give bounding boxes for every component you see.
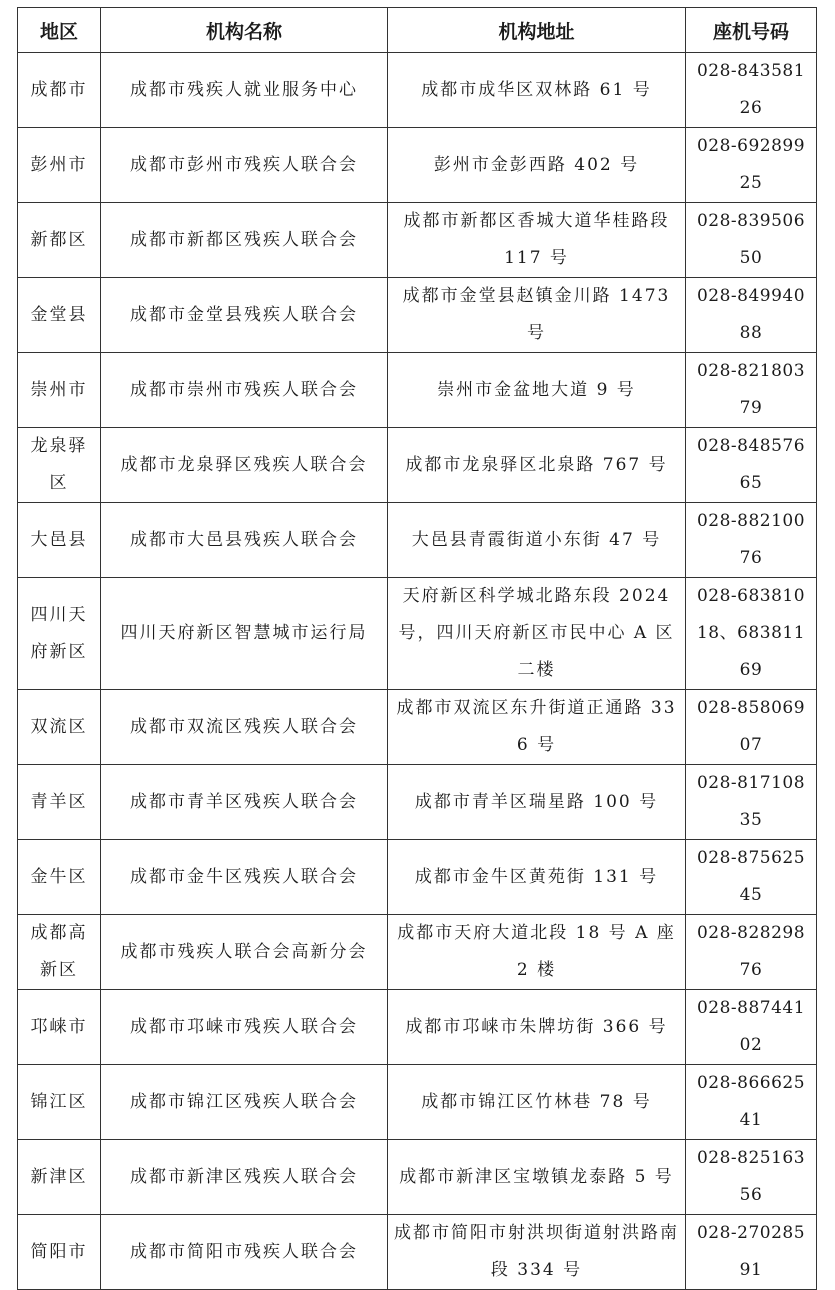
- table-row: [18, 915, 817, 990]
- cell-region: 成都市: [18, 53, 101, 128]
- table-row: [18, 990, 817, 1065]
- cell-phone: 028-27028591: [686, 1215, 817, 1290]
- cell-org-name: 成都市金牛区残疾人联合会: [101, 840, 388, 915]
- cell-region: 四川天府新区: [18, 578, 101, 690]
- table-row: [18, 1065, 817, 1140]
- cell-org-name: 四川天府新区智慧城市运行局: [101, 578, 388, 690]
- cell-phone: 028-84994088: [686, 278, 817, 353]
- cell-region: 金堂县: [18, 278, 101, 353]
- cell-phone: 028-82516356: [686, 1140, 817, 1215]
- cell-region: 崇州市: [18, 353, 101, 428]
- disability-org-table: [17, 7, 817, 1290]
- cell-region: 大邑县: [18, 503, 101, 578]
- cell-address: 成都市青羊区瑞星路 100 号: [388, 765, 686, 840]
- cell-phone: 028-86662541: [686, 1065, 817, 1140]
- cell-address: 天府新区科学城北路东段 2024 号，四川天府新区市民中心 A 区二楼: [388, 578, 686, 690]
- table-row: [18, 503, 817, 578]
- table-row: [18, 1140, 817, 1215]
- cell-org-name: 成都市青羊区残疾人联合会: [101, 765, 388, 840]
- cell-address: 成都市成华区双林路 61 号: [388, 53, 686, 128]
- cell-region: 邛崃市: [18, 990, 101, 1065]
- table-row: [18, 578, 817, 690]
- cell-phone: 028-85806907: [686, 690, 817, 765]
- cell-org-name: 成都市新津区残疾人联合会: [101, 1140, 388, 1215]
- table-row: [18, 53, 817, 128]
- cell-phone: 028-83950650: [686, 203, 817, 278]
- table-row: [18, 765, 817, 840]
- cell-address: 成都市新津区宝墩镇龙泰路 5 号: [388, 1140, 686, 1215]
- cell-address: 成都市邛崃市朱牌坊街 366 号: [388, 990, 686, 1065]
- cell-region: 新津区: [18, 1140, 101, 1215]
- cell-region: 龙泉驿区: [18, 428, 101, 503]
- cell-org-name: 成都市锦江区残疾人联合会: [101, 1065, 388, 1140]
- cell-region: 彭州市: [18, 128, 101, 203]
- cell-address: 崇州市金盆地大道 9 号: [388, 353, 686, 428]
- cell-org-name: 成都市新都区残疾人联合会: [101, 203, 388, 278]
- cell-org-name: 成都市崇州市残疾人联合会: [101, 353, 388, 428]
- cell-address: 成都市锦江区竹林巷 78 号: [388, 1065, 686, 1140]
- header-org-name: 机构名称: [101, 8, 388, 53]
- cell-org-name: 成都市简阳市残疾人联合会: [101, 1215, 388, 1290]
- table-header-row: [18, 8, 817, 53]
- cell-phone: 028-81710835: [686, 765, 817, 840]
- table-row: [18, 690, 817, 765]
- cell-address: 成都市龙泉驿区北泉路 767 号: [388, 428, 686, 503]
- cell-address: 成都市双流区东升街道正通路 336 号: [388, 690, 686, 765]
- header-org-address: 机构地址: [388, 8, 686, 53]
- cell-address: 成都市金牛区黄苑街 131 号: [388, 840, 686, 915]
- cell-org-name: 成都市残疾人联合会高新分会: [101, 915, 388, 990]
- cell-org-name: 成都市双流区残疾人联合会: [101, 690, 388, 765]
- cell-region: 成都高新区: [18, 915, 101, 990]
- cell-region: 锦江区: [18, 1065, 101, 1140]
- cell-address: 成都市金堂县赵镇金川路 1473 号: [388, 278, 686, 353]
- cell-phone: 028-69289925: [686, 128, 817, 203]
- cell-address: 成都市天府大道北段 18 号 A 座 2 楼: [388, 915, 686, 990]
- header-phone: 座机号码: [686, 8, 817, 53]
- cell-org-name: 成都市彭州市残疾人联合会: [101, 128, 388, 203]
- cell-phone: 028-82829876: [686, 915, 817, 990]
- table-row: [18, 840, 817, 915]
- table-row: [18, 128, 817, 203]
- cell-org-name: 成都市大邑县残疾人联合会: [101, 503, 388, 578]
- cell-region: 青羊区: [18, 765, 101, 840]
- table-row: [18, 203, 817, 278]
- cell-org-name: 成都市龙泉驿区残疾人联合会: [101, 428, 388, 503]
- cell-address: 成都市新都区香城大道华桂路段 117 号: [388, 203, 686, 278]
- cell-address: 成都市简阳市射洪坝街道射洪路南段 334 号: [388, 1215, 686, 1290]
- cell-org-name: 成都市邛崃市残疾人联合会: [101, 990, 388, 1065]
- cell-address: 大邑县青霞街道小东街 47 号: [388, 503, 686, 578]
- cell-org-name: 成都市金堂县残疾人联合会: [101, 278, 388, 353]
- cell-region: 双流区: [18, 690, 101, 765]
- cell-region: 金牛区: [18, 840, 101, 915]
- table-row: [18, 428, 817, 503]
- table-row: [18, 1215, 817, 1290]
- cell-phone: 028-84358126: [686, 53, 817, 128]
- cell-phone: 028-87562545: [686, 840, 817, 915]
- cell-phone: 028-84857665: [686, 428, 817, 503]
- cell-region: 简阳市: [18, 1215, 101, 1290]
- cell-phone: 028-88744102: [686, 990, 817, 1065]
- cell-phone: 028-82180379: [686, 353, 817, 428]
- header-region: 地区: [18, 8, 101, 53]
- cell-region: 新都区: [18, 203, 101, 278]
- cell-phone: 028-88210076: [686, 503, 817, 578]
- cell-address: 彭州市金彭西路 402 号: [388, 128, 686, 203]
- cell-phone: 028-68381018、68381169: [686, 578, 817, 690]
- table-row: [18, 353, 817, 428]
- table-row: [18, 278, 817, 353]
- cell-org-name: 成都市残疾人就业服务中心: [101, 53, 388, 128]
